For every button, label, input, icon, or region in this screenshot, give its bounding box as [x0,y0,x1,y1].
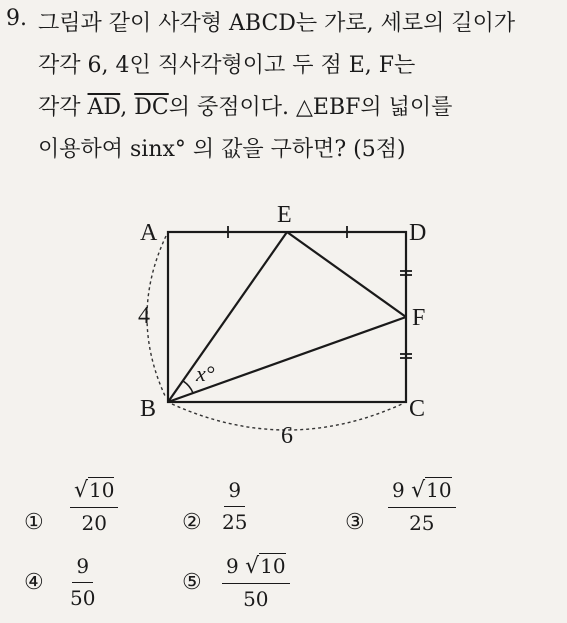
segment-dc: $\overline{DC}$ [134,95,169,120]
label-a: A [140,220,158,246]
choice-3-mark[interactable]: ③ [345,510,365,535]
choice-2-numerator: 9 [224,476,245,507]
label-b: B [140,396,157,422]
choice-4-numerator: 9 [72,552,93,583]
line3-suffix: 의 중점이다. △EBF의 넓이를 [168,95,453,120]
choice-2[interactable] [222,476,247,537]
angle-x-label: x° [196,361,215,386]
label-f: F [412,305,426,331]
choice-3[interactable]: $\frac{9 √10}{25}$ [388,476,456,538]
choice-5-radicand: 10 [260,554,286,578]
label-e: E [277,202,292,228]
side-length-left: 4 [138,303,150,329]
angle-arc [183,381,193,393]
segment-bf [168,317,406,402]
choice-5-denominator: 50 [243,587,269,611]
choice-3-radicand: 10 [426,478,452,502]
choice-3-coefficient: 9 [392,478,405,502]
label-c: C [409,396,426,422]
choice-2-mark[interactable]: ② [182,510,202,535]
choice-1-denominator: 20 [81,511,107,535]
segment-be [168,232,287,402]
choice-5[interactable]: $\frac{9 √10}{50}$ [222,552,290,614]
choice-1-mark[interactable]: ① [24,510,44,535]
line3-prefix: 각각 [38,95,81,120]
choice-2-denominator: 25 [222,510,248,534]
segment-ef [287,232,406,317]
line3-sep: , [120,95,128,120]
choice-5-coefficient: 9 [226,554,239,578]
side-length-bottom: 6 [281,423,293,449]
choice-4[interactable] [70,552,95,613]
choice-3-denominator: 25 [409,511,435,535]
question-line-4: 이용하여 sinx° 의 값을 구하면? (5점) [38,137,406,162]
choice-4-denominator: 50 [70,586,96,610]
choice-5-mark[interactable]: ⑤ [182,570,202,595]
choice-4-mark[interactable]: ④ [24,570,44,595]
choice-1[interactable]: $\frac{√10}{20}$ [70,476,118,538]
label-d: D [409,220,427,246]
segment-ad: $\overline{AD}$ [87,95,121,120]
question-line-2: 각각 6, 4인 직사각형이고 두 점 E, F는 [38,53,416,78]
choice-1-radicand: 10 [89,478,115,502]
tick-marks [228,226,412,358]
question-line-1: 그림과 같이 사각형 ABCD는 가로, 세로의 길이가 [38,11,516,36]
question-number: 9. [6,6,27,31]
